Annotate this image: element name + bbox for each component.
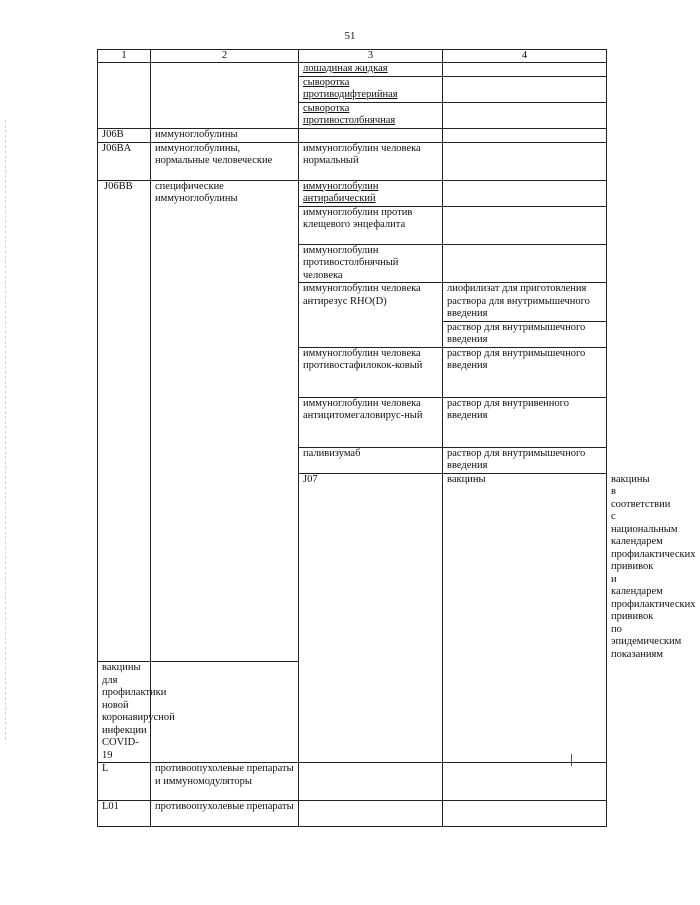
code-cell: J06BB: [98, 180, 151, 662]
form-cell: раствор для внутримышечного введения: [443, 321, 607, 347]
code-cell: J07: [299, 473, 443, 763]
header-cell: 2: [151, 50, 299, 63]
drug-cell: иммуноглобулин человека антицитомегаловирус-ный: [299, 397, 443, 447]
group-cell: противоопухолевые препараты и иммуномодуляторы: [151, 763, 299, 801]
form-cell: [443, 801, 607, 827]
code-cell: L: [98, 763, 151, 801]
drug-cell: сыворотка противостолбнячная: [299, 102, 443, 128]
form-cell: [443, 180, 607, 206]
table-row: [98, 763, 607, 801]
form-cell: [443, 76, 607, 102]
group-cell: вакцины: [443, 473, 607, 763]
table-row: J07 вакцины вакцины в соответствии с национальным календарем профилактических прививок и календарем профилактических прививок по эпидемическим показаниям: [98, 473, 607, 662]
drug-cell: лошадиная жидкая: [299, 63, 443, 77]
form-cell: [443, 763, 607, 801]
form-cell: раствор для внутримышечного введения: [443, 347, 607, 397]
group-cell: иммуноглобулины: [151, 128, 299, 142]
form-cell: [443, 142, 607, 180]
drug-cell: вакцины для профилактики новой коронавирусной инфекции COVID-19: [98, 662, 151, 763]
table-row: [98, 801, 607, 827]
drug-cell: сыворотка противодифтерийная: [299, 76, 443, 102]
drug-cell: иммуноглобулин человека противостафилокок-ковый: [299, 347, 443, 397]
table-row: [98, 128, 607, 142]
table-row: [98, 180, 607, 206]
form-cell: лиофилизат для приготовления раствора для внутримышечного введения: [443, 283, 607, 322]
form-cell: [443, 63, 607, 77]
code-cell: L01: [98, 801, 151, 827]
code-cell: J06B: [98, 128, 151, 142]
form-cell: [443, 102, 607, 128]
scan-artifact-line: [5, 120, 6, 740]
table-row: [98, 63, 607, 77]
drug-cell: иммуноглобулин противостолбнячный человека: [299, 244, 443, 283]
drug-cell: иммуноглобулин человека нормальный: [299, 142, 443, 180]
drug-cell: иммуноглобулин против клещевого энцефалита: [299, 206, 443, 244]
form-cell: раствор для внутривенного введения: [443, 397, 607, 447]
group-cell: специфические иммуноглобулины: [151, 180, 299, 662]
header-row: [98, 50, 607, 63]
header-cell: 1: [98, 50, 151, 63]
table-row: [98, 142, 607, 180]
group-cell: иммуноглобулины, нормальные человеческие: [151, 142, 299, 180]
group-cell: противоопухолевые препараты: [151, 801, 299, 827]
drug-table: [97, 49, 696, 827]
drug-cell: паливизумаб: [299, 447, 443, 473]
drug-cell: [299, 128, 443, 142]
form-cell: [443, 206, 607, 244]
drug-cell: [299, 801, 443, 827]
form-cell: [443, 128, 607, 142]
page-number: 51: [344, 30, 356, 42]
header-cell: 3: [299, 50, 443, 63]
header-cell: 4: [443, 50, 607, 63]
form-cell: раствор для внутримышечного введения: [443, 447, 607, 473]
drug-cell: [299, 763, 443, 801]
drug-cell: иммуноглобулин антирабический: [299, 180, 443, 206]
code-cell: [98, 63, 151, 129]
drug-cell: иммуноглобулин человека антирезус RHO(D): [299, 283, 443, 348]
form-cell: [443, 244, 607, 283]
code-cell: J06BA: [98, 142, 151, 180]
group-cell: [151, 63, 299, 129]
